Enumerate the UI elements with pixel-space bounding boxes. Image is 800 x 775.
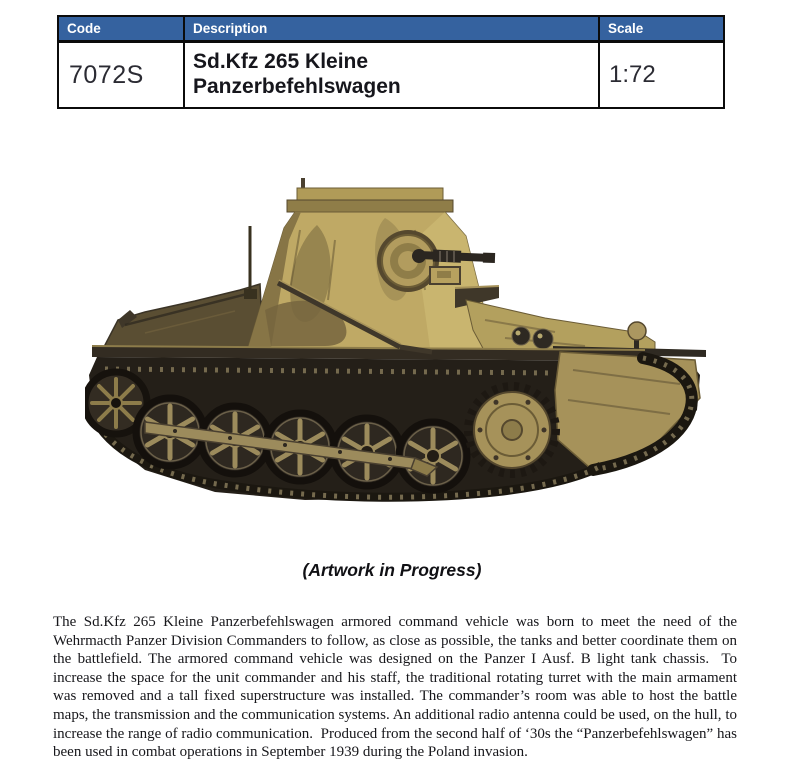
table-header-description: Description xyxy=(184,16,599,42)
tank-artwork xyxy=(85,170,710,515)
tank-superstructure xyxy=(248,178,494,348)
artwork-caption: (Artwork in Progress) xyxy=(302,560,482,580)
product-table xyxy=(57,15,725,109)
tank-illustration xyxy=(85,170,710,515)
product-description-text: Sd.Kfz 265 Kleine Panzerbefehlswagen xyxy=(193,50,401,98)
table-header-row xyxy=(58,16,724,42)
product-code: 7072S xyxy=(58,42,184,109)
table-row xyxy=(58,42,724,109)
product-description xyxy=(184,42,599,109)
product-scale: 1:72 xyxy=(599,42,724,109)
tank-rear-deck xyxy=(105,284,263,348)
table-header-code: Code xyxy=(58,16,184,42)
product-paragraph: The Sd.Kfz 265 Kleine Panzerbefehlswagen armored command vehicle was born to meet the need of the Wehrmacth Panzer Division Commanders to follow, as close as possible, the tanks and better coordinate them on the battlefield. The armored command vehicle was designed on the Panzer I Ausf. B light tank chassis. To increase the space for the unit commander and his staff, the traditional rotating turret with the main armament was removed and a tall fixed superstructure was installed. The commander’s room was able to host the battle maps, the transmission and the communication systems. An additional radio antenna could be used, on the hull, to increase the range of radio communication. Produced from the second half of ‘30s the “Panzerbefehlswagen” has been used in combat operations in September 1939 during the Poland invasion. xyxy=(53,614,737,761)
table-header-scale: Scale xyxy=(599,16,724,42)
